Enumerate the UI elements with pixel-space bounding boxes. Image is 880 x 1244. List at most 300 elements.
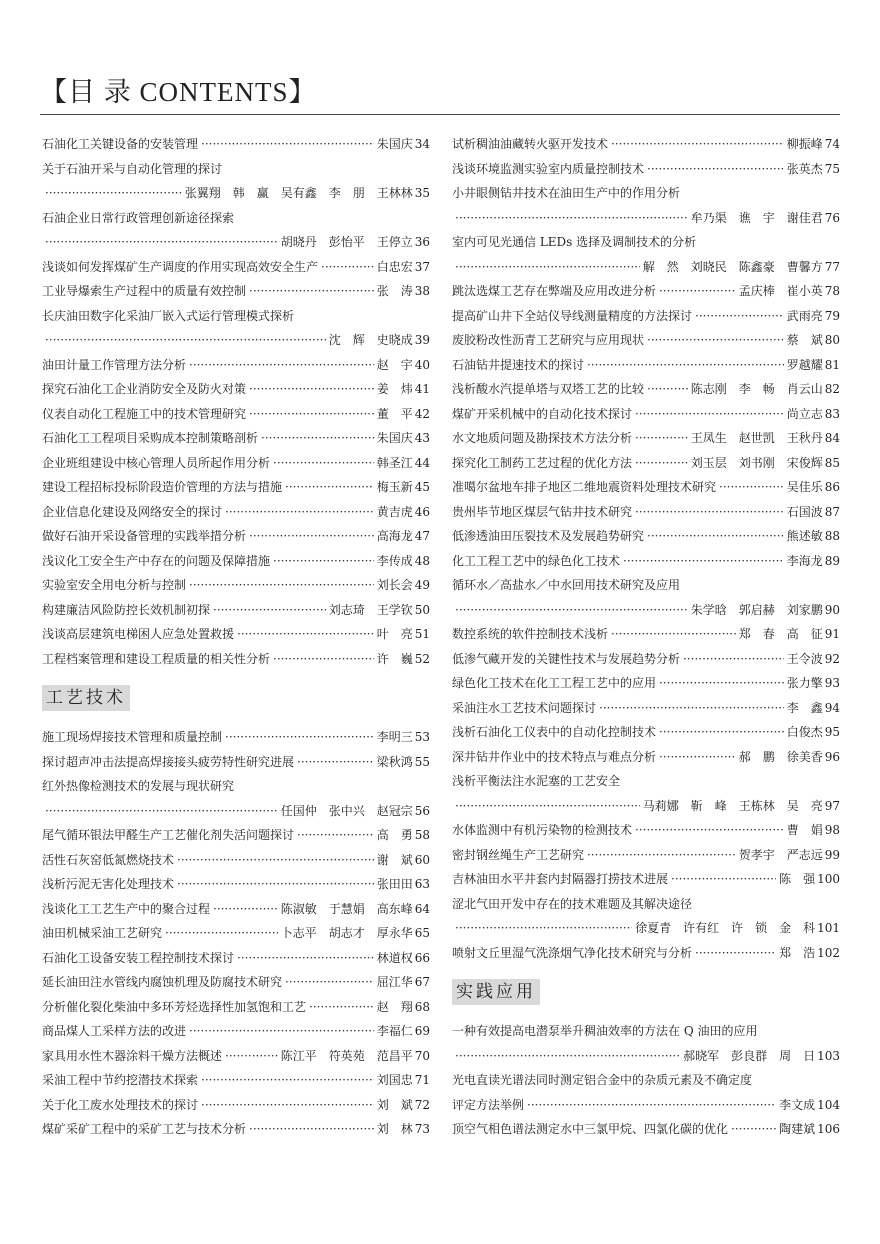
entry-title: 准噶尔盆地车排子地区二维地震资料处理技术研究 (452, 480, 717, 494)
leader-dots (285, 475, 374, 500)
entry-authors: 李福仁 (376, 1024, 413, 1038)
leader-dots (635, 426, 688, 451)
entry-title: 室内可见光通信 LEDs 选择及调制技术的分析 (452, 235, 697, 249)
toc-entry (42, 573, 430, 598)
entry-authors: 陈江平 符英苑 范昌平 (280, 1048, 413, 1063)
entry-page: 91 (824, 627, 840, 641)
leader-dots (249, 1117, 374, 1142)
toc-entry-continuation (452, 206, 840, 231)
entry-title: 关于化工废水处理技术的探讨 (42, 1097, 199, 1112)
entry-title: 吉林油田水平井套内封隔器打捞技术进展 (452, 872, 669, 886)
section-heading (452, 979, 840, 1007)
entry-authors: 李传成 (376, 553, 413, 568)
leader-dots (225, 500, 374, 525)
entry-title: 顶空气相色谱法测定水中三氯甲烷、四氯化碳的优化 (452, 1122, 729, 1136)
toc-entry-title-line (452, 181, 840, 206)
entry-page: 95 (824, 725, 840, 739)
entry-authors: 李明三 (376, 730, 413, 744)
entry-authors: 张力擎 (786, 676, 823, 690)
entry-authors: 尚立志 (786, 406, 823, 421)
toc-entry (452, 622, 840, 647)
entry-page: 46 (414, 504, 430, 519)
entry-title: 商品煤人工采样方法的改进 (42, 1024, 187, 1038)
entry-authors: 董 平 (376, 406, 413, 421)
entry-title: 密封钢丝绳生产工艺研究 (452, 847, 585, 862)
toc-entry (452, 696, 840, 721)
toc-entry (42, 353, 430, 378)
toc-entry (42, 995, 430, 1020)
toc-entry (452, 475, 840, 500)
entry-title: 长庆油田数字化采油厂嵌入式运行管理模式探析 (42, 308, 295, 323)
entry-authors: 韩圣江 (376, 455, 413, 470)
entry-authors: 郑 浩 (779, 945, 816, 960)
entry-authors: 陈 强 (779, 872, 816, 886)
entry-page: 38 (414, 284, 430, 298)
entry-page: 35 (414, 186, 430, 200)
toc-entry (42, 921, 430, 946)
entry-page: 34 (414, 137, 430, 151)
leader-dots (273, 549, 374, 574)
entry-title: 施工现场焊接技术管理和质量控制 (42, 730, 223, 744)
toc-entry (452, 843, 840, 868)
entry-page: 92 (824, 651, 840, 666)
leader-dots (527, 1093, 776, 1118)
entry-authors: 白俊杰 (786, 725, 823, 739)
entry-authors: 马莉娜 靳 峰 王栋林 吴 亮 (642, 798, 823, 813)
toc-entry (452, 720, 840, 745)
entry-title: 探究化工制药工艺过程的优化方法 (452, 455, 633, 470)
entry-authors: 卜志平 胡志才 厚永华 (280, 926, 413, 940)
entry-page: 73 (414, 1122, 430, 1136)
entry-page: 97 (824, 798, 840, 813)
leader-dots (201, 1068, 374, 1093)
leader-dots (455, 255, 640, 280)
entry-title: 低渗透油田压裂技术及发展趋势研究 (452, 529, 645, 543)
entry-title: 家具用水性木器涂料干燥方法概述 (42, 1048, 223, 1063)
entry-authors: 徐夏青 许有红 许 锁 金 科 (635, 921, 816, 935)
leader-dots (647, 157, 784, 182)
leader-dots (671, 867, 776, 892)
toc-entry (452, 279, 840, 304)
entry-page: 102 (817, 945, 840, 960)
entry-page: 43 (414, 431, 430, 445)
toc-entry (42, 524, 430, 549)
entry-authors: 朱学晗 郭启赫 刘家鹏 (690, 602, 823, 617)
entry-authors: 刘志琦 王学钦 (328, 602, 413, 617)
toc-entry (42, 402, 430, 427)
entry-authors: 高海龙 (376, 529, 413, 543)
entry-authors: 朱国庆 (376, 137, 413, 151)
toc-entry (452, 451, 840, 476)
entry-page: 93 (824, 676, 840, 690)
entry-title: 浅谈环境监测实验室内质量控制技术 (452, 161, 645, 176)
toc-entry (452, 1117, 840, 1142)
toc-entry (42, 725, 430, 750)
entry-title: 红外热像检测技术的发展与现状研究 (42, 779, 235, 793)
entry-page: 51 (414, 627, 430, 641)
entry-authors: 李海龙 (786, 553, 823, 568)
entry-page: 75 (824, 161, 840, 176)
entry-authors: 白忠宏 (376, 259, 413, 274)
toc-entry (42, 549, 430, 574)
toc-entry (42, 823, 430, 848)
entry-title: 企业信息化建设及网络安全的探讨 (42, 504, 223, 519)
toc-entry (42, 848, 430, 873)
entry-page: 60 (414, 852, 430, 867)
entry-page: 88 (824, 529, 840, 543)
toc-entry (452, 157, 840, 182)
entry-page: 90 (824, 602, 840, 617)
toc-entry (42, 647, 430, 672)
entry-authors: 姜 炜 (376, 382, 413, 396)
toc-entry (452, 353, 840, 378)
entry-title: 采油注水工艺技术问题探讨 (452, 700, 597, 715)
toc-entry (452, 524, 840, 549)
toc-entry (42, 451, 430, 476)
entry-page: 103 (817, 1048, 840, 1063)
entry-authors: 王凤生 赵世凯 王秋丹 (690, 431, 823, 445)
entry-page: 83 (824, 406, 840, 421)
entry-title: 浅谈如何发挥煤矿生产调度的作用实现高效安全生产 (42, 259, 319, 274)
leader-dots (273, 451, 374, 476)
entry-title: 试析稠油油藏转火驱开发技术 (452, 137, 609, 151)
entry-authors: 蔡 斌 (786, 333, 823, 347)
leader-dots (285, 970, 374, 995)
entry-title: 浅析酸水汽提单塔与双塔工艺的比较 (452, 382, 645, 396)
toc-entry (42, 1019, 430, 1044)
entry-title: 石油钻井提速技术的探讨 (452, 357, 585, 372)
leader-dots (249, 524, 374, 549)
entry-page: 50 (414, 602, 430, 617)
toc-entry-continuation (452, 794, 840, 819)
entry-title: 分析催化裂化柴油中多环芳烃选择性加氢饱和工艺 (42, 999, 307, 1014)
entry-page: 80 (824, 333, 840, 347)
toc-entry (42, 279, 430, 304)
entry-authors: 林道权 (376, 950, 413, 965)
entry-page: 67 (414, 975, 430, 989)
entry-page: 39 (414, 333, 430, 347)
entry-title: 浅析平衡法注水泥塞的工艺安全 (452, 774, 621, 788)
toc-entry (452, 671, 840, 696)
entry-title: 石油化工设备安装工程控制技术探讨 (42, 950, 235, 965)
entry-page: 45 (414, 480, 430, 494)
leader-dots (455, 916, 632, 941)
entry-authors: 刘国忠 (376, 1073, 413, 1087)
leader-dots (309, 995, 374, 1020)
entry-authors: 熊述敏 (786, 529, 823, 543)
entry-page: 85 (824, 455, 840, 470)
entry-title: 探讨超声冲击法提高焊接接头疲劳特性研究进展 (42, 754, 295, 769)
toc-entry (42, 377, 430, 402)
entry-authors: 李文成 (779, 1097, 816, 1112)
toc-entry (42, 622, 430, 647)
entry-page: 63 (414, 877, 430, 891)
entry-authors: 刘 斌 (376, 1097, 413, 1112)
entry-authors: 郝晓军 彭良群 周 日 (683, 1048, 816, 1063)
leader-dots (587, 353, 784, 378)
entry-title: 废胶粉改性沥青工艺研究与应用现状 (452, 333, 645, 347)
entry-page: 49 (414, 578, 430, 592)
entry-authors: 牟乃渠 谯 宇 谢佳君 (690, 210, 823, 225)
entry-authors: 张翼翔 韩 赢 吴有鑫 李 朋 王林林 (184, 186, 413, 200)
entry-page: 36 (414, 235, 430, 249)
toc-entry-title-line (42, 157, 430, 182)
entry-title: 浅议化工安全生产中存在的问题及保障措施 (42, 553, 271, 568)
entry-title: 关于石油开采与自动化管理的探讨 (42, 161, 223, 176)
entry-page: 101 (817, 921, 840, 935)
entry-page: 53 (414, 730, 430, 744)
entry-authors: 刘长会 (376, 578, 413, 592)
leader-dots (261, 426, 374, 451)
entry-page: 41 (414, 382, 430, 396)
entry-title: 仪表自动化工程施工中的技术管理研究 (42, 406, 247, 421)
toc-entry (452, 745, 840, 770)
entry-title: 浅析石油化工仪表中的自动化控制技术 (452, 725, 657, 739)
entry-title: 企业班组建设中核心管理人员所起作用分析 (42, 455, 271, 470)
leader-dots (635, 500, 784, 525)
leader-dots (189, 353, 374, 378)
entry-title: 尾气循环银法甲醛生产工艺催化剂失活问题探讨 (42, 828, 295, 842)
leader-dots (177, 848, 374, 873)
entry-authors: 罗越耀 (786, 357, 823, 372)
leader-dots (189, 1019, 374, 1044)
toc-entry (452, 867, 840, 892)
leader-dots (599, 696, 784, 721)
toc-entry-title-line (452, 573, 840, 598)
entry-title: 石油化工关键设备的安装管理 (42, 137, 199, 151)
section-title: 实践应用 (452, 979, 540, 1005)
toc-entry-title-line (452, 230, 840, 255)
leader-dots (237, 946, 374, 971)
leader-dots (647, 328, 784, 353)
toc-entry (42, 255, 430, 280)
entry-authors: 谢 斌 (376, 852, 413, 867)
entry-title: 小井眼侧钻井技术在油田生产中的作用分析 (452, 186, 681, 200)
leader-dots (611, 132, 784, 157)
entry-authors: 陈志刚 李 畅 肖云山 (690, 382, 823, 396)
entry-title: 油田机械采油工艺研究 (42, 926, 163, 940)
entry-authors: 陈淑敏 于慧娟 高东峰 (280, 901, 413, 916)
section-heading (42, 685, 430, 713)
toc-entry-title-line (452, 1019, 840, 1044)
toc-entry (42, 1093, 430, 1118)
entry-authors: 贺孝宇 严志远 (738, 847, 823, 862)
toc-entry-continuation (452, 1044, 840, 1069)
toc-entry (452, 647, 840, 672)
entry-page: 66 (414, 950, 430, 965)
entry-authors: 孟庆棒 崔小英 (738, 284, 823, 298)
toc-entry (452, 132, 840, 157)
entry-page: 82 (824, 382, 840, 396)
entry-page: 65 (414, 926, 430, 940)
entry-authors: 陶建斌 (779, 1122, 816, 1136)
entry-title: 浅谈高层建筑电梯困人应急处置救援 (42, 627, 235, 641)
entry-authors: 屈江华 (376, 975, 413, 989)
entry-page: 99 (824, 847, 840, 862)
toc-entry-continuation (42, 181, 430, 206)
toc-entry-title-line (42, 774, 430, 799)
entry-authors: 刘 林 (376, 1122, 413, 1136)
leader-dots (731, 1117, 776, 1142)
entry-page: 71 (414, 1073, 430, 1087)
entry-authors: 张 涛 (376, 284, 413, 298)
toc-entry (452, 304, 840, 329)
toc-entry (42, 426, 430, 451)
entry-page: 74 (824, 137, 840, 151)
entry-page: 52 (414, 651, 430, 666)
toc-left-column (42, 132, 430, 1142)
leader-dots (321, 255, 374, 280)
entry-authors: 郑 春 高 征 (738, 627, 823, 641)
leader-dots (647, 377, 688, 402)
entry-title: 石油企业日常行政管理创新途径探索 (42, 210, 235, 225)
entry-title: 浅谈化工工艺生产中的聚合过程 (42, 901, 211, 916)
toc-entry-title-line (452, 769, 840, 794)
entry-title: 石油化工工程项目采购成本控制策略剖析 (42, 431, 259, 445)
leader-dots (623, 549, 784, 574)
leader-dots (45, 181, 182, 206)
leader-dots (45, 799, 278, 824)
entry-page: 55 (414, 754, 430, 769)
entry-title: 光电直读光谱法同时测定铝合金中的杂质元素及不确定度 (452, 1073, 753, 1087)
entry-title: 工业导爆索生产过程中的质量有效控制 (42, 284, 247, 298)
toc-entry (42, 1117, 430, 1142)
entry-title: 活性石灰窑低氮燃烧技术 (42, 852, 175, 867)
entry-page: 47 (414, 529, 430, 543)
leader-dots (249, 377, 374, 402)
toc-entry (452, 549, 840, 574)
entry-page: 79 (824, 308, 840, 323)
leader-dots (659, 671, 784, 696)
entry-page: 70 (414, 1048, 430, 1063)
leader-dots (635, 402, 784, 427)
toc-entry-title-line (452, 892, 840, 917)
toc-entry (42, 946, 430, 971)
entry-authors: 胡晓丹 彭怡平 王停立 (280, 235, 413, 249)
leader-dots (249, 402, 374, 427)
entry-title: 采油工程中节约挖潜技术探索 (42, 1073, 199, 1087)
entry-page: 98 (824, 823, 840, 837)
entry-authors: 沈 辉 史晓成 (328, 333, 413, 347)
entry-authors: 梅玉新 (376, 480, 413, 494)
entry-page: 58 (414, 828, 430, 842)
leader-dots (237, 622, 374, 647)
leader-dots (177, 872, 374, 897)
entry-title: 贵州毕节地区煤层气钻井技术研究 (452, 504, 633, 519)
entry-title: 工程档案管理和建设工程质量的相关性分析 (42, 651, 271, 666)
entry-title: 做好石油开采设备管理的实践举措分析 (42, 529, 247, 543)
leader-dots (635, 451, 688, 476)
toc-entry-continuation (42, 328, 430, 353)
toc-entry (42, 1068, 430, 1093)
entry-page: 100 (817, 872, 840, 886)
toc-entry (452, 377, 840, 402)
leader-dots (201, 1093, 374, 1118)
entry-title: 跳汰选煤工艺存在弊端及应用改进分析 (452, 284, 657, 298)
leader-dots (297, 823, 374, 848)
entry-page: 42 (414, 406, 430, 421)
leader-dots (647, 524, 784, 549)
toc-entry (42, 132, 430, 157)
toc-entry-continuation (452, 916, 840, 941)
entry-authors: 张田田 (376, 877, 413, 891)
entry-title: 评定方法举例 (452, 1097, 525, 1112)
toc-entry (452, 1093, 840, 1118)
leader-dots (659, 720, 784, 745)
leader-dots (455, 206, 688, 231)
entry-title: 延长油田注水管线内腐蚀机理及防腐技术研究 (42, 975, 283, 989)
entry-authors: 朱国庆 (376, 431, 413, 445)
leader-dots (635, 818, 784, 843)
entry-page: 48 (414, 553, 430, 568)
toc-entry-continuation (42, 230, 430, 255)
leader-dots (297, 750, 374, 775)
toc-entry (452, 426, 840, 451)
entry-title: 建设工程招标投标阶段造价管理的方法与措施 (42, 480, 283, 494)
leader-dots (45, 230, 278, 255)
entry-page: 64 (414, 901, 430, 916)
toc-entry (42, 598, 430, 623)
entry-title: 实验室安全用电分析与控制 (42, 578, 187, 592)
entry-authors: 郝 鹏 徐美香 (738, 749, 823, 764)
leader-dots (659, 279, 736, 304)
toc-entry (42, 897, 430, 922)
leader-dots (695, 941, 776, 966)
entry-page: 86 (824, 480, 840, 494)
entry-page: 106 (817, 1122, 840, 1136)
section-title: 工艺技术 (42, 685, 130, 711)
leader-dots (225, 1044, 278, 1069)
leader-dots (165, 921, 278, 946)
entry-page: 68 (414, 999, 430, 1014)
toc-entry (452, 328, 840, 353)
entry-title: 煤矿开采机械中的自动化技术探讨 (452, 406, 633, 421)
leader-dots (455, 794, 640, 819)
entry-title: 提高矿山井下全站仪导线测量精度的方法探讨 (452, 308, 693, 323)
entry-title: 深井钻井作业中的技术特点与难点分析 (452, 749, 657, 764)
toc-entry-continuation (452, 598, 840, 623)
entry-authors: 赵 宇 (376, 357, 413, 372)
leader-dots (213, 897, 278, 922)
toc-entry (452, 941, 840, 966)
leader-dots (719, 475, 784, 500)
toc-entry (452, 402, 840, 427)
entry-authors: 刘玉层 刘书刚 宋俊辉 (690, 455, 823, 470)
leader-dots (659, 745, 736, 770)
entry-authors: 黄吉虎 (376, 504, 413, 519)
entry-page: 72 (414, 1097, 430, 1112)
entry-title: 水文地质问题及勘探技术方法分析 (452, 431, 633, 445)
toc-entry (42, 475, 430, 500)
entry-authors: 张英杰 (786, 161, 823, 176)
entry-authors: 任国仲 张中兴 赵冠宗 (280, 803, 413, 818)
entry-page: 84 (824, 431, 840, 445)
entry-title: 循环水／高盐水／中水回用技术研究及应用 (452, 578, 681, 592)
entry-page: 94 (824, 700, 840, 715)
entry-authors: 赵 翔 (376, 999, 413, 1014)
entry-title: 煤矿采矿工程中的采矿工艺与技术分析 (42, 1122, 247, 1136)
leader-dots (189, 573, 374, 598)
toc-entry (42, 970, 430, 995)
entry-authors: 武雨亮 (786, 308, 823, 323)
toc-entry (452, 818, 840, 843)
leader-dots (683, 647, 784, 672)
toc-entry-title-line (42, 304, 430, 329)
toc-entry-continuation (452, 255, 840, 280)
toc-entry-title-line (452, 1068, 840, 1093)
entry-authors: 解 然 刘晓民 陈鑫豪 曹馨方 (642, 259, 823, 274)
entry-title: 化工工程工艺中的绿色化工技术 (452, 553, 621, 568)
